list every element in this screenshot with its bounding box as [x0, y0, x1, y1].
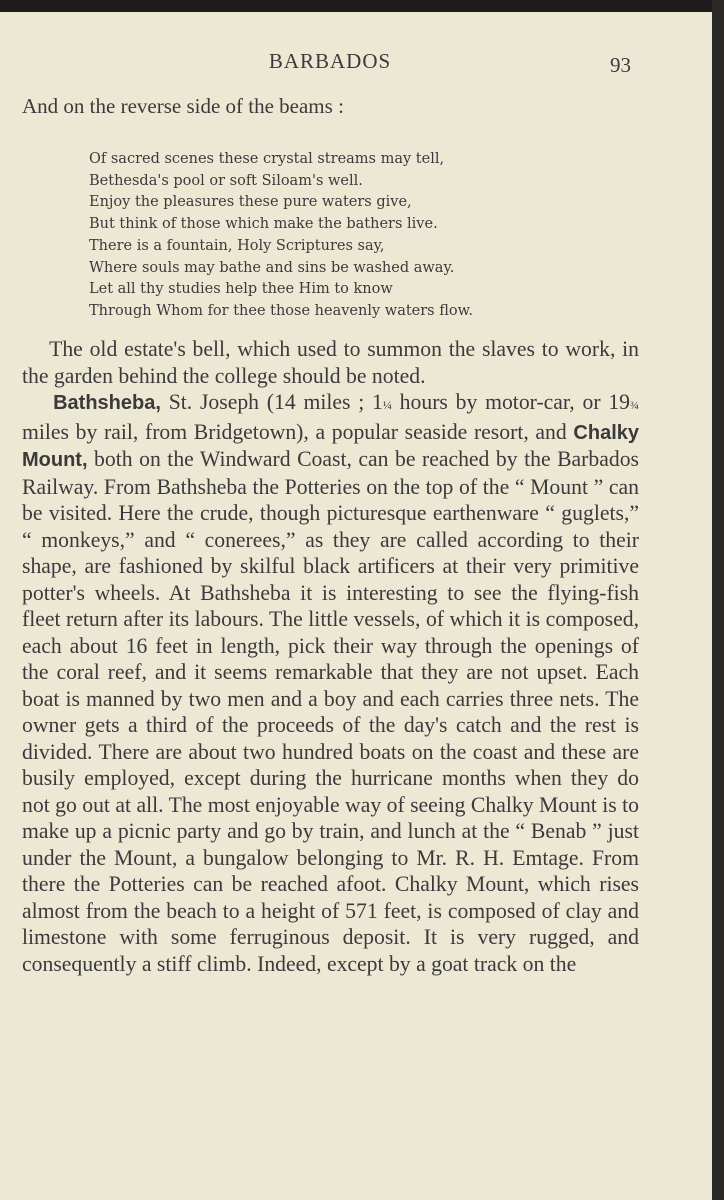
poem-line: Where souls may bathe and sins be washed away.: [89, 259, 455, 276]
scan-right-edge: [712, 0, 724, 1200]
fraction-quarter: ¼: [382, 398, 392, 412]
term-bathsheba: Bathsheba,: [53, 392, 161, 414]
page-number: 93: [610, 53, 631, 77]
paragraph-bell: [22, 336, 639, 389]
book-page: [0, 12, 712, 1200]
poem-line: Bethesda's pool or soft Siloam's well.: [89, 172, 363, 189]
text-segment: miles by rail, from Bridgetown), a popular seaside resort, and: [22, 419, 574, 444]
poem-line: But think of those which make the bathers live.: [89, 216, 438, 233]
poem-line: There is a fountain, Holy Scriptures say,: [89, 237, 385, 254]
running-header: BARBADOS: [268, 49, 392, 73]
term-chalky-mount: Chalky Mount,: [22, 421, 639, 471]
poem-line: Of sacred scenes these crystal streams may tell,: [89, 151, 445, 167]
body-text: [22, 336, 639, 977]
paragraph-bell-text: The old estate's bell, which used to summon the slaves to work, in the garden behind the college should be noted.: [22, 337, 640, 388]
scan-top-edge: [0, 0, 724, 12]
intro-line: And on the reverse side of the beams :: [22, 94, 344, 118]
poem-line: Let all thy studies help thee Him to know: [89, 281, 393, 298]
text-segment: hours by motor-car, or 19: [391, 390, 631, 414]
fraction-three-quarters: ¾: [630, 398, 640, 412]
poem-line: Enjoy the pleasures these pure waters give,: [89, 194, 412, 211]
inscription-poem: [89, 149, 649, 323]
poem-line: Through Whom for thee those heavenly waters flow.: [89, 302, 473, 319]
text-segment: St. Joseph (14 miles ; 1: [160, 390, 383, 414]
paragraph-bathsheba: [22, 389, 639, 977]
text-segment: both on the Windward Coast, can be reached by the Barbados Railway. From Bathsheba the Potteries on the top of the “ Mount ” can be visited. Here the crude, though picturesque earthenware “ guglets,” “ monkeys,” and “ conerees,” as they are called according to their shape, are fashioned by skilful black artificers at their very primitive potter's wheels. At Bathsheba it is interesting to see the flying-fish fleet return after its labours. The little vessels, of which it is composed, each about 16 feet in length, pick their way through the openings of the coral reef, and it seems remarkable that they are not upset. Each boat is manned by two men and a boy and each carries three nets. The owner gets a third of the proceeds of the day's catch and the rest is divided. There are about two hundred boats on the coast and these are busily employed, except during the hurricane months when they do not go out at all. The most enjoyable way of seeing Chalky Mount is to make up a picnic party and go by train, and lunch at the “ Benab ” just under the Mount, a bungalow belonging to Mr. R. H. Emtage. From there the Potteries can be reached afoot. Chalky Mount, which rises almost from the beach to a height of 571 feet, is composed of clay and limestone with some ferruginous deposit. It is very rugged, and consequently a stiff climb. Indeed, except by a goat track on the: [22, 447, 640, 976]
